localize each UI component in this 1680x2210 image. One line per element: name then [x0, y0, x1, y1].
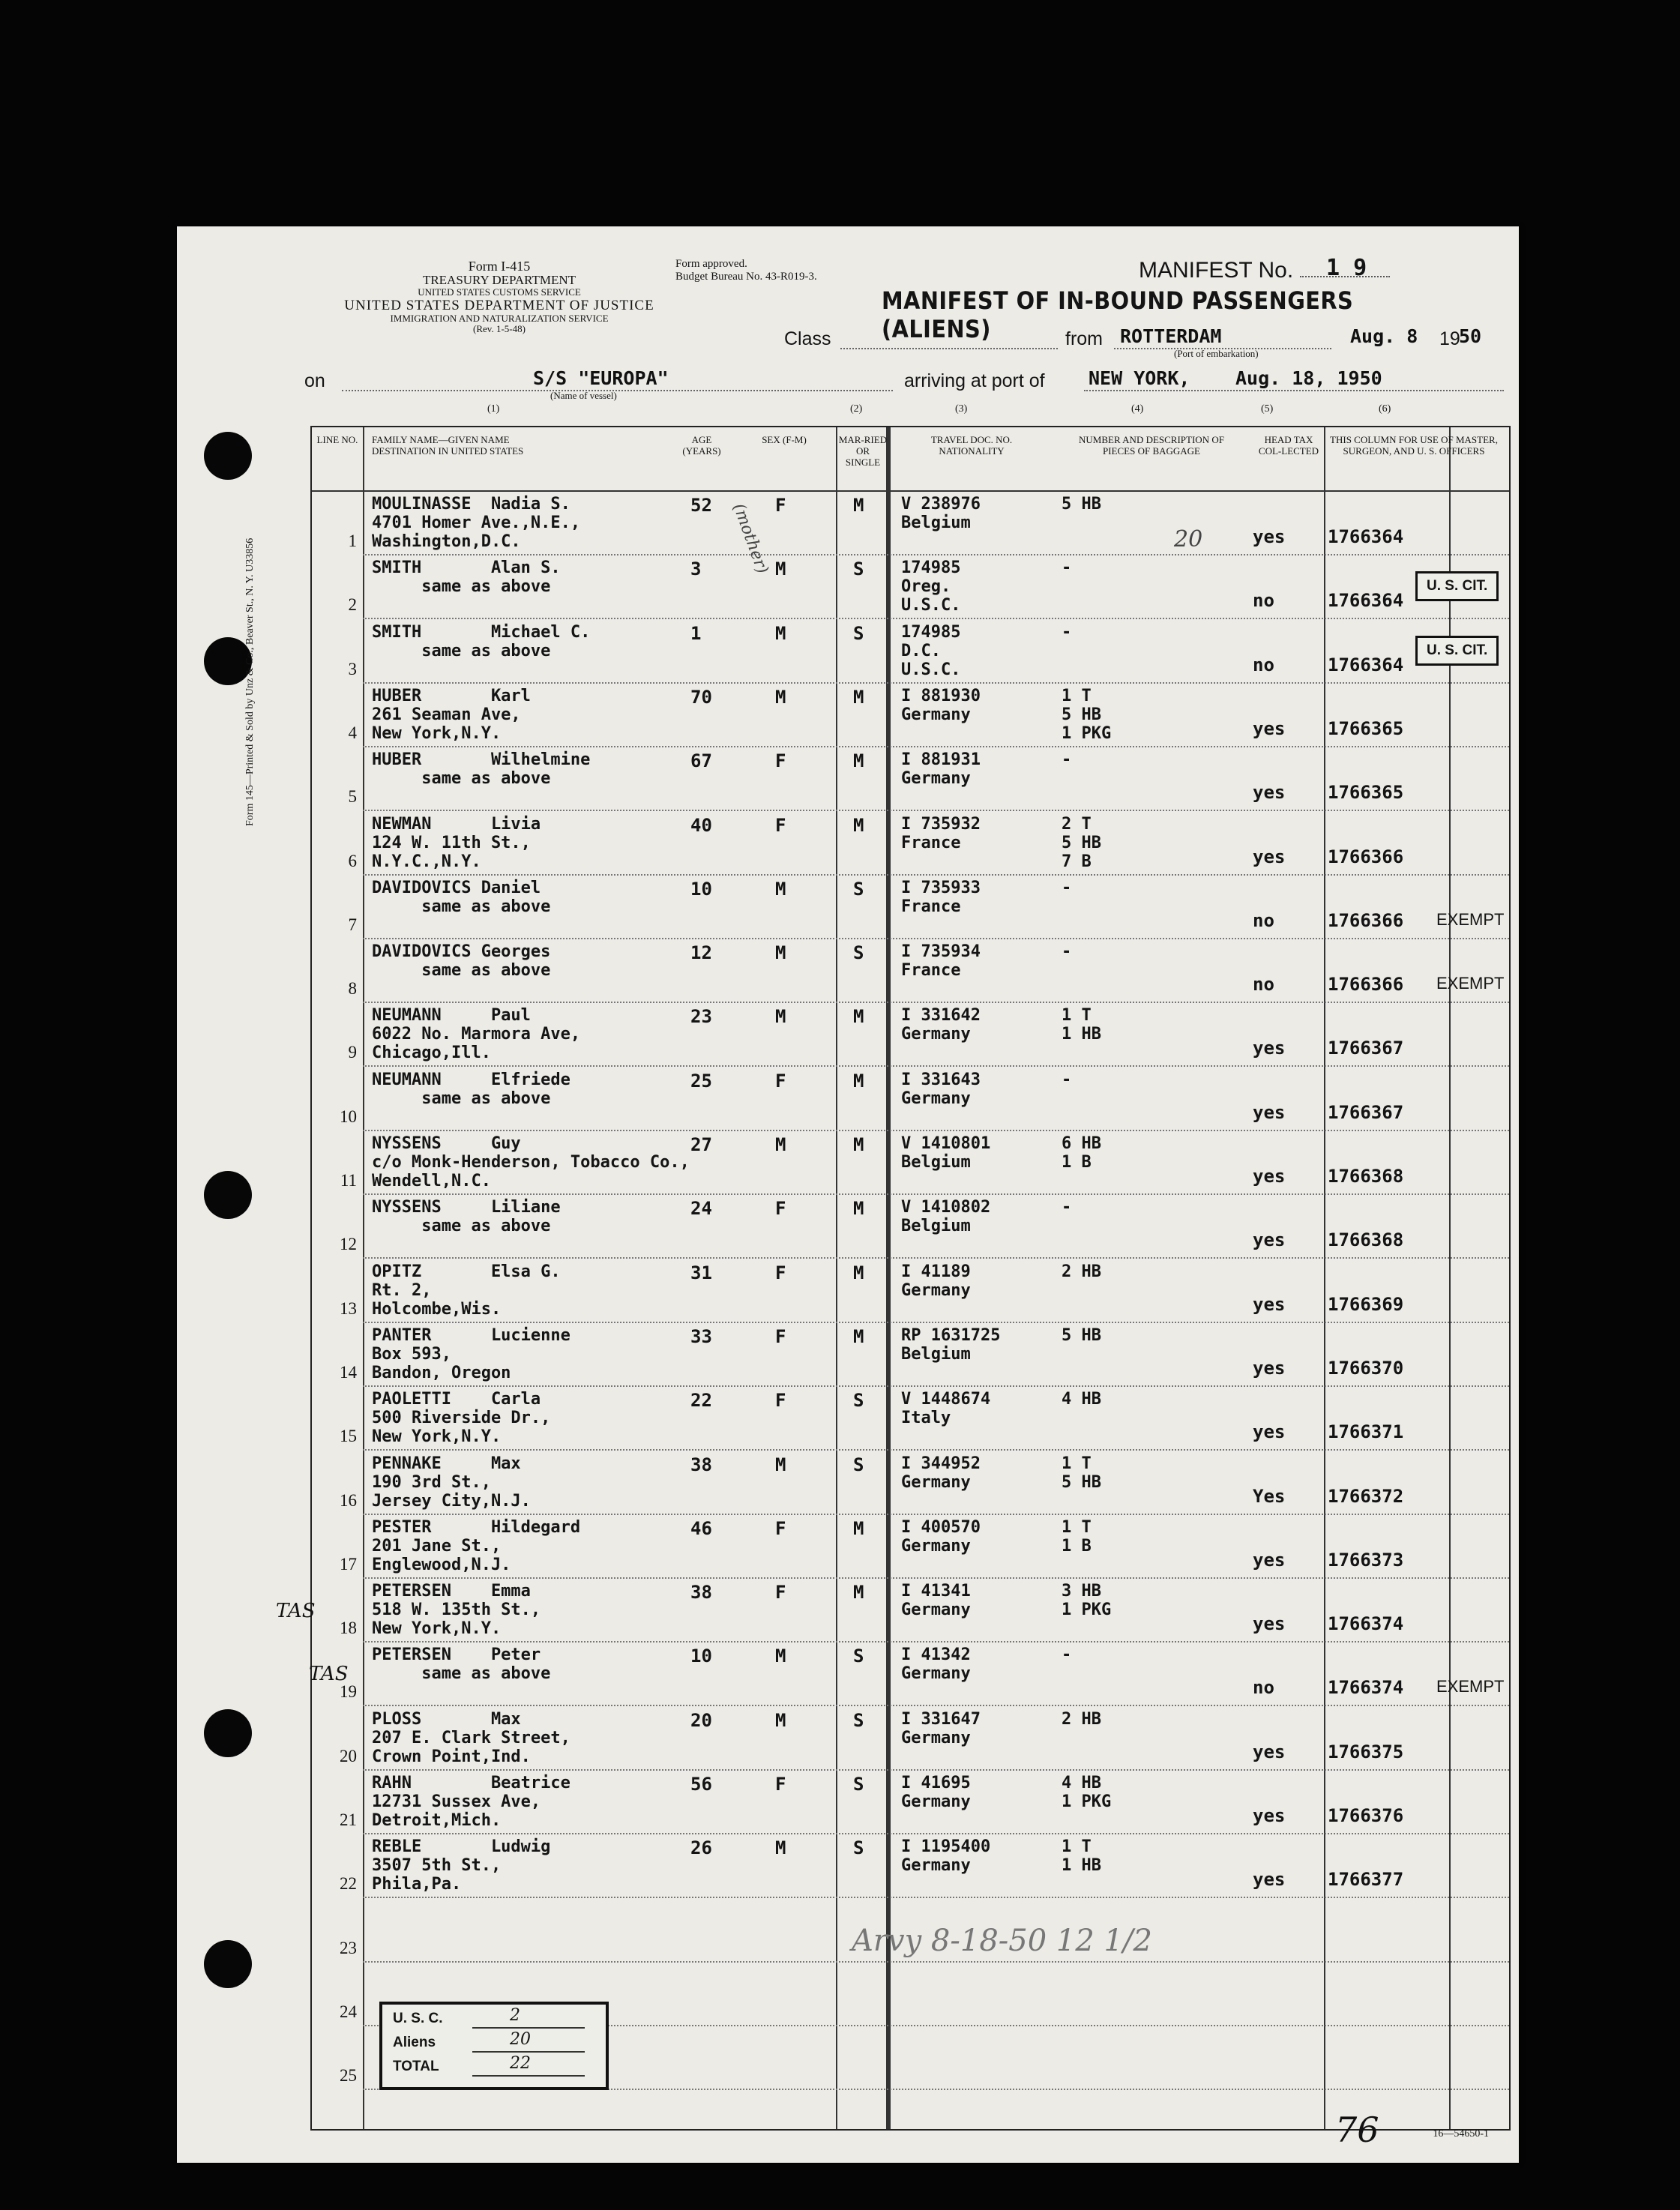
aliens-value: 20	[510, 2030, 531, 2049]
passenger-head-tax: yes	[1253, 1869, 1286, 1891]
passenger-travel-doc: V 238976 Belgium	[901, 495, 981, 532]
passenger-age: 38	[690, 1582, 712, 1604]
header-line-no: LINE NO.	[316, 434, 358, 445]
line-number: 17	[340, 1554, 357, 1574]
passenger-age: 33	[690, 1325, 712, 1347]
header-married: MAR-RIED OR SINGLE	[838, 434, 888, 468]
passenger-tax-receipt: 1766364	[1328, 654, 1404, 675]
passenger-sex: F	[775, 750, 786, 772]
exempt-note: EXEMPT	[1436, 1677, 1505, 1696]
passenger-tax-receipt: 1766368	[1328, 1166, 1404, 1187]
aliens-underline	[472, 2051, 585, 2053]
passenger-age: 10	[690, 878, 712, 900]
passenger-sex: M	[775, 1006, 786, 1028]
line-number: 4	[348, 723, 357, 742]
passenger-travel-doc: RP 1631725 Belgium	[901, 1325, 1001, 1364]
usc-label: U. S. C.	[393, 2011, 443, 2026]
passenger-head-tax: no	[1253, 1677, 1274, 1699]
passenger-sex: F	[775, 1070, 786, 1092]
line-number: 15	[340, 1427, 357, 1446]
passenger-name-address: OPITZ Elsa G. Rt. 2, Holcombe,Wis.	[372, 1262, 561, 1319]
arrival-date: Aug. 18, 1950	[1235, 367, 1382, 389]
passenger-head-tax: yes	[1253, 1357, 1286, 1379]
passenger-tax-receipt: 1766377	[1328, 1869, 1404, 1891]
exempt-note: EXEMPT	[1436, 974, 1505, 993]
table-row	[312, 555, 1509, 619]
line-number: 14	[340, 1362, 357, 1382]
line-number: 7	[348, 915, 357, 934]
passenger-age: 3	[690, 558, 702, 580]
passenger-name-address: PETERSEN Emma 518 W. 135th St., New York,N.Y.	[372, 1582, 541, 1639]
passenger-head-tax: no	[1253, 974, 1274, 996]
printer-note: Form 145—Printed & Sold by Unz & Co., Beaver St., N. Y. U33856	[244, 538, 256, 826]
passenger-tax-receipt: 1766366	[1328, 846, 1404, 867]
passenger-name-address: PANTER Lucienne Box 593, Bandon, Oregon	[372, 1325, 570, 1382]
passenger-marital-status: M	[853, 750, 864, 772]
table-row	[312, 747, 1509, 811]
vessel-row	[304, 367, 1504, 401]
passenger-sex: F	[775, 495, 786, 516]
passenger-age: 31	[690, 1262, 712, 1283]
passenger-age: 26	[690, 1837, 712, 1859]
passenger-baggage: -	[1062, 558, 1072, 578]
passenger-head-tax: yes	[1253, 1038, 1286, 1059]
table-row	[312, 812, 1509, 876]
budget-line: Budget Bureau No. 43-R019-3.	[675, 270, 817, 283]
form-header	[289, 259, 709, 334]
passenger-head-tax: yes	[1253, 1229, 1286, 1251]
passenger-travel-doc: I 331643 Germany	[901, 1070, 981, 1108]
passenger-travel-doc: V 1448674 Italy	[901, 1390, 991, 1428]
passenger-tax-receipt: 1766366	[1328, 909, 1404, 931]
passenger-travel-doc: I 881931 Germany	[901, 750, 981, 789]
table-row	[312, 1259, 1509, 1323]
from-label: from	[1065, 328, 1103, 349]
passenger-name-address: PAOLETTI Carla 500 Riverside Dr., New York,N.Y.	[372, 1390, 551, 1447]
table-row	[312, 1387, 1509, 1451]
table-row	[312, 876, 1509, 939]
line-number: 6	[348, 851, 357, 870]
port-caption: (Port of embarkation)	[1174, 348, 1259, 359]
passenger-age: 23	[690, 1006, 712, 1028]
usc-value: 2	[510, 2006, 520, 2025]
passenger-baggage: 1 T 1 HB	[1062, 1837, 1101, 1876]
header-officers: THIS COLUMN FOR USE OF MASTER, SURGEON, AND U. S. OFFICERS	[1330, 434, 1498, 457]
passenger-name-address: PENNAKE Max 190 3rd St., Jersey City,N.J.	[372, 1454, 531, 1511]
table-row	[312, 1643, 1509, 1706]
passenger-marital-status: M	[853, 1517, 864, 1539]
passenger-sex: F	[775, 1582, 786, 1604]
departure-year: 50	[1459, 325, 1482, 347]
passenger-marital-status: S	[853, 622, 864, 644]
line-number: 10	[340, 1106, 357, 1126]
line-number: 2	[348, 595, 357, 615]
passenger-tax-receipt: 1766371	[1328, 1421, 1404, 1443]
line-number: 12	[340, 1235, 357, 1254]
handwritten-mark: 20	[1174, 526, 1203, 552]
table-row	[312, 1771, 1509, 1834]
line-number: 22	[340, 1874, 357, 1894]
customs-line: UNITED STATES CUSTOMS SERVICE	[418, 286, 581, 298]
class-row	[784, 325, 1504, 359]
line-number: 13	[340, 1298, 357, 1318]
line-number: 18	[340, 1619, 357, 1638]
passenger-tax-receipt: 1766376	[1328, 1805, 1404, 1826]
line-number: 19	[340, 1682, 357, 1702]
passenger-travel-doc: I 41342 Germany	[901, 1646, 971, 1684]
passenger-sex: M	[775, 622, 786, 644]
passenger-head-tax: no	[1253, 590, 1274, 612]
approved-line: Form approved.	[675, 258, 747, 270]
passenger-sex: M	[775, 1837, 786, 1859]
table-row	[312, 1834, 1509, 1898]
passenger-sex: F	[775, 814, 786, 836]
passenger-head-tax: yes	[1253, 717, 1286, 739]
column-number-3: (3)	[955, 403, 968, 415]
passenger-marital-status: S	[853, 1454, 864, 1475]
passenger-marital-status: M	[853, 1262, 864, 1283]
passenger-name-address: RAHN Beatrice 12731 Sussex Ave, Detroit,Mich.	[372, 1774, 570, 1830]
footer-code: 16—54650-1	[1433, 2128, 1489, 2140]
passenger-age: 46	[690, 1517, 712, 1539]
passenger-age: 25	[690, 1070, 712, 1092]
passenger-baggage: 5 HB	[1062, 1325, 1101, 1345]
class-dots	[840, 348, 1058, 349]
passenger-name-address: NEWMAN Livia 124 W. 11th St., N.Y.C.,N.Y.	[372, 814, 541, 871]
passenger-marital-status: M	[853, 1325, 864, 1347]
passenger-marital-status: S	[853, 558, 864, 580]
passenger-baggage: 5 HB	[1062, 495, 1101, 514]
passenger-tax-receipt: 1766364	[1328, 590, 1404, 612]
line-number: 23	[340, 1938, 357, 1957]
passenger-head-tax: yes	[1253, 1166, 1286, 1187]
table-row	[312, 939, 1509, 1003]
passenger-travel-doc: I 331647 Germany	[901, 1709, 981, 1747]
manifest-number-value: 1 9	[1326, 255, 1367, 281]
passenger-marital-status: M	[853, 686, 864, 708]
total-label: TOTAL	[393, 2059, 439, 2074]
passenger-baggage: -	[1062, 1070, 1072, 1089]
us-citizen-stamp: U. S. CIT.	[1415, 571, 1499, 601]
passenger-marital-status: M	[853, 1070, 864, 1092]
passenger-age: 22	[690, 1390, 712, 1412]
column-number-4: (4)	[1131, 403, 1144, 415]
exempt-note: EXEMPT	[1436, 909, 1505, 929]
passenger-head-tax: yes	[1253, 526, 1286, 547]
manifest-page	[177, 226, 1519, 2163]
handwritten-tas: TAS	[309, 1663, 349, 1685]
column-number-1: (1)	[487, 403, 500, 415]
passenger-name-address: SMITH Alan S. same as above	[372, 558, 561, 597]
passenger-baggage: -	[1062, 878, 1072, 897]
class-label: Class	[784, 328, 831, 349]
header-head-tax: HEAD TAX COL-LECTED	[1258, 434, 1319, 457]
passenger-marital-status: S	[853, 942, 864, 964]
passenger-head-tax: yes	[1253, 1549, 1286, 1571]
passenger-baggage: 4 HB	[1062, 1390, 1101, 1409]
handwritten-note: (mother)	[729, 501, 772, 576]
passenger-age: 67	[690, 750, 712, 772]
passenger-name-address: NEUMANN Elfriede same as above	[372, 1070, 570, 1108]
passenger-travel-doc: V 1410802 Belgium	[901, 1198, 991, 1236]
passenger-head-tax: no	[1253, 654, 1274, 675]
passenger-travel-doc: V 1410801 Belgium	[901, 1134, 991, 1172]
table-row	[312, 1195, 1509, 1259]
passenger-travel-doc: 174985 D.C. U.S.C.	[901, 622, 961, 679]
passenger-travel-doc: 174985 Oreg. U.S.C.	[901, 558, 961, 615]
line-number: 11	[340, 1171, 357, 1190]
passenger-name-address: DAVIDOVICS Daniel same as above	[372, 878, 551, 916]
header-age: AGE (YEARS)	[682, 434, 721, 457]
table-row	[312, 620, 1509, 684]
treasury-line: TREASURY DEPARTMENT	[422, 272, 576, 287]
table-row	[312, 684, 1509, 747]
passenger-tax-receipt: 1766365	[1328, 717, 1404, 739]
line-number: 3	[348, 659, 357, 678]
punch-hole	[204, 1940, 252, 1988]
passenger-tax-receipt: 1766374	[1328, 1613, 1404, 1635]
passenger-sex: F	[775, 1390, 786, 1412]
passenger-name-address: NYSSENS Liliane same as above	[372, 1198, 561, 1236]
passenger-marital-status: S	[853, 1646, 864, 1667]
line-number: 9	[348, 1043, 357, 1062]
passenger-head-tax: yes	[1253, 1101, 1286, 1123]
passenger-sex: M	[775, 1134, 786, 1155]
table-row	[312, 1707, 1509, 1771]
table-row	[312, 1068, 1509, 1131]
column-number-5: (5)	[1261, 403, 1274, 415]
passenger-marital-status: M	[853, 1582, 864, 1604]
arrival-dots	[1084, 390, 1504, 391]
passenger-marital-status: M	[853, 1006, 864, 1028]
header-travel-doc: TRAVEL DOC. NO. NATIONALITY	[930, 434, 1013, 457]
passenger-age: 70	[690, 686, 712, 708]
passenger-travel-doc: I 344952 Germany	[901, 1454, 981, 1492]
passenger-travel-doc: I 41695 Germany	[901, 1774, 971, 1811]
total-underline	[472, 2075, 585, 2077]
budget-approval	[675, 258, 817, 283]
passenger-head-tax: yes	[1253, 1805, 1286, 1826]
ins-line: IMMIGRATION AND NATURALIZATION SERVICE	[390, 313, 609, 325]
vessel-name: S/S "EUROPA"	[533, 367, 669, 389]
on-label: on	[304, 370, 325, 391]
passenger-tax-receipt: 1766365	[1328, 782, 1404, 804]
passenger-baggage: -	[1062, 622, 1072, 642]
form-number: Form I-415	[468, 259, 531, 274]
passenger-head-tax: yes	[1253, 846, 1286, 867]
passenger-travel-doc: I 331642 Germany	[901, 1006, 981, 1044]
passenger-baggage: 1 T 5 HB 1 PKG	[1062, 686, 1112, 743]
passenger-age: 40	[690, 814, 712, 836]
passenger-marital-status: M	[853, 1198, 864, 1220]
passenger-name-address: SMITH Michael C. same as above	[372, 622, 591, 660]
passenger-head-tax: yes	[1253, 1421, 1286, 1443]
passenger-age: 10	[690, 1646, 712, 1667]
arriving-label: arriving at port of	[904, 370, 1045, 391]
passenger-baggage: -	[1062, 1198, 1072, 1217]
passenger-baggage: 1 T 1 B	[1062, 1517, 1092, 1556]
passenger-sex: M	[775, 1646, 786, 1667]
port-of-embarkation: ROTTERDAM	[1120, 325, 1222, 347]
totals-box	[379, 2002, 609, 2090]
passenger-sex: M	[775, 686, 786, 708]
passenger-name-address: HUBER Karl 261 Seaman Ave, New York,N.Y.	[372, 686, 531, 743]
passenger-marital-status: S	[853, 1709, 864, 1731]
passenger-sex: F	[775, 1517, 786, 1539]
passenger-age: 1	[690, 622, 702, 644]
table-row	[312, 1003, 1509, 1067]
line-number: 20	[340, 1746, 357, 1765]
passenger-age: 20	[690, 1709, 712, 1731]
passenger-sex: M	[775, 1709, 786, 1731]
passenger-travel-doc: I 735933 France	[901, 878, 981, 916]
line-number: 16	[340, 1490, 357, 1510]
passenger-marital-status: M	[853, 814, 864, 836]
us-citizen-stamp: U. S. CIT.	[1415, 636, 1499, 666]
passenger-sex: M	[775, 942, 786, 964]
aliens-label: Aliens	[393, 2035, 436, 2050]
column-number-6: (6)	[1379, 403, 1391, 415]
passenger-sex: M	[775, 558, 786, 580]
table-row	[312, 1451, 1509, 1515]
departure-date: Aug. 8	[1350, 325, 1418, 347]
column-number-2: (2)	[850, 403, 863, 415]
passenger-head-tax: no	[1253, 909, 1274, 931]
passenger-sex: F	[775, 1198, 786, 1220]
punch-hole	[204, 432, 252, 480]
passenger-baggage: 3 HB 1 PKG	[1062, 1582, 1112, 1620]
passenger-head-tax: Yes	[1253, 1485, 1286, 1507]
passenger-tax-receipt: 1766369	[1328, 1293, 1404, 1315]
line-number: 25	[340, 2066, 357, 2086]
passenger-baggage: 6 HB 1 B	[1062, 1134, 1101, 1172]
passenger-marital-status: S	[853, 878, 864, 900]
manifest-number	[1139, 255, 1390, 283]
passenger-travel-doc: I 41189 Germany	[901, 1262, 971, 1300]
passenger-tax-receipt: 1766367	[1328, 1038, 1404, 1059]
passenger-baggage: 2 HB	[1062, 1709, 1101, 1729]
passenger-baggage: 1 T 1 HB	[1062, 1006, 1101, 1044]
passenger-name-address: PLOSS Max 207 E. Clark Street, Crown Point,Ind.	[372, 1709, 570, 1766]
table-row	[312, 1515, 1509, 1579]
passenger-baggage: 2 T 5 HB 7 B	[1062, 814, 1101, 871]
passenger-sex: M	[775, 878, 786, 900]
table-row	[312, 1131, 1509, 1195]
passenger-name-address: MOULINASSE Nadia S. 4701 Homer Ave.,N.E., Washington,D.C.	[372, 495, 581, 551]
table-row	[312, 1323, 1509, 1387]
passenger-tax-receipt: 1766364	[1328, 526, 1404, 547]
passenger-tax-receipt: 1766374	[1328, 1677, 1404, 1699]
passenger-tax-receipt: 1766373	[1328, 1549, 1404, 1571]
manifest-number-label: MANIFEST No.	[1139, 258, 1294, 283]
handwritten-arrival-note: Arvy 8-18-50 12 1/2	[852, 1924, 1152, 1958]
passenger-head-tax: yes	[1253, 1613, 1286, 1635]
header-baggage: NUMBER AND DESCRIPTION OF PIECES OF BAGGAGE	[1079, 434, 1224, 457]
passenger-name-address: REBLE Ludwig 3507 5th St., Phila,Pa.	[372, 1837, 551, 1894]
passenger-baggage: -	[1062, 942, 1072, 962]
line-number: 24	[340, 2002, 357, 2021]
passenger-age: 38	[690, 1454, 712, 1475]
year-prefix: 19	[1439, 328, 1460, 349]
passenger-travel-doc: I 1195400 Germany	[901, 1837, 991, 1876]
passenger-sex: F	[775, 1325, 786, 1347]
passenger-tax-receipt: 1766368	[1328, 1229, 1404, 1251]
passenger-travel-doc: I 41341 Germany	[901, 1582, 971, 1620]
passenger-sex: M	[775, 1454, 786, 1475]
vessel-dots	[342, 390, 893, 391]
header-sex: SEX (F-M)	[762, 434, 807, 445]
table-row	[312, 492, 1509, 555]
line-number: 1	[348, 532, 357, 550]
passenger-baggage: 4 HB 1 PKG	[1062, 1774, 1112, 1811]
vessel-caption: (Name of vessel)	[550, 390, 617, 401]
passenger-marital-status: M	[853, 1134, 864, 1155]
passenger-baggage: 1 T 5 HB	[1062, 1454, 1101, 1492]
passenger-name-address: DAVIDOVICS Georges same as above	[372, 942, 551, 981]
passenger-name-address: HUBER Wilhelmine same as above	[372, 750, 591, 789]
passenger-tax-receipt: 1766375	[1328, 1741, 1404, 1762]
passenger-tax-receipt: 1766370	[1328, 1357, 1404, 1379]
passenger-age: 56	[690, 1774, 712, 1795]
passenger-age: 24	[690, 1198, 712, 1220]
handwritten-tas: TAS	[276, 1600, 316, 1622]
passenger-baggage: -	[1062, 1646, 1072, 1665]
passenger-age: 12	[690, 942, 712, 964]
passenger-marital-status: M	[853, 495, 864, 516]
passenger-sex: F	[775, 1262, 786, 1283]
passenger-name-address: NYSSENS Guy c/o Monk-Henderson, Tobacco Co., Wendell,N.C.	[372, 1134, 690, 1190]
passenger-travel-doc: I 881930 Germany	[901, 686, 981, 724]
passenger-head-tax: yes	[1253, 782, 1286, 804]
header-name: FAMILY NAME—GIVEN NAME DESTINATION IN UNITED STATES	[372, 434, 524, 457]
passenger-tax-receipt: 1766367	[1328, 1101, 1404, 1123]
table-row	[312, 1579, 1509, 1643]
justice-line: UNITED STATES DEPARTMENT OF JUSTICE	[344, 298, 654, 314]
passenger-travel-doc: I 400570 Germany	[901, 1517, 981, 1556]
usc-underline	[472, 2027, 585, 2029]
passenger-sex: F	[775, 1774, 786, 1795]
line-number: 5	[348, 787, 357, 807]
passenger-name-address: PESTER Hildegard 201 Jane St., Englewood,N.J.	[372, 1517, 581, 1574]
line-number: 8	[348, 979, 357, 999]
passenger-marital-status: S	[853, 1837, 864, 1859]
passenger-head-tax: yes	[1253, 1293, 1286, 1315]
passenger-age: 52	[690, 495, 712, 516]
passenger-travel-doc: I 735932 France	[901, 814, 981, 852]
passenger-age: 27	[690, 1134, 712, 1155]
passenger-tax-receipt: 1766366	[1328, 974, 1404, 996]
passenger-tax-receipt: 1766372	[1328, 1485, 1404, 1507]
line-number: 21	[340, 1810, 357, 1829]
passenger-name-address: NEUMANN Paul 6022 No. Marmora Ave, Chicago,Ill.	[372, 1006, 581, 1063]
handwritten-page-number: 76	[1335, 2110, 1379, 2150]
passenger-table	[310, 426, 1511, 2131]
passenger-name-address: PETERSEN Peter same as above	[372, 1646, 551, 1684]
passenger-baggage: 2 HB	[1062, 1262, 1101, 1281]
punch-hole	[204, 1709, 252, 1757]
revision-line: (Rev. 1-5-48)	[473, 322, 526, 334]
passenger-marital-status: S	[853, 1390, 864, 1412]
manifest-title: MANIFEST OF IN-BOUND PASSENGERS (ALIENS)	[882, 286, 1354, 343]
passenger-baggage: -	[1062, 750, 1072, 770]
total-value: 22	[510, 2054, 531, 2073]
passenger-head-tax: yes	[1253, 1741, 1286, 1762]
punch-hole	[204, 1171, 252, 1219]
passenger-travel-doc: I 735934 France	[901, 942, 981, 981]
passenger-marital-status: S	[853, 1774, 864, 1795]
arrival-port: NEW YORK,	[1089, 367, 1190, 389]
